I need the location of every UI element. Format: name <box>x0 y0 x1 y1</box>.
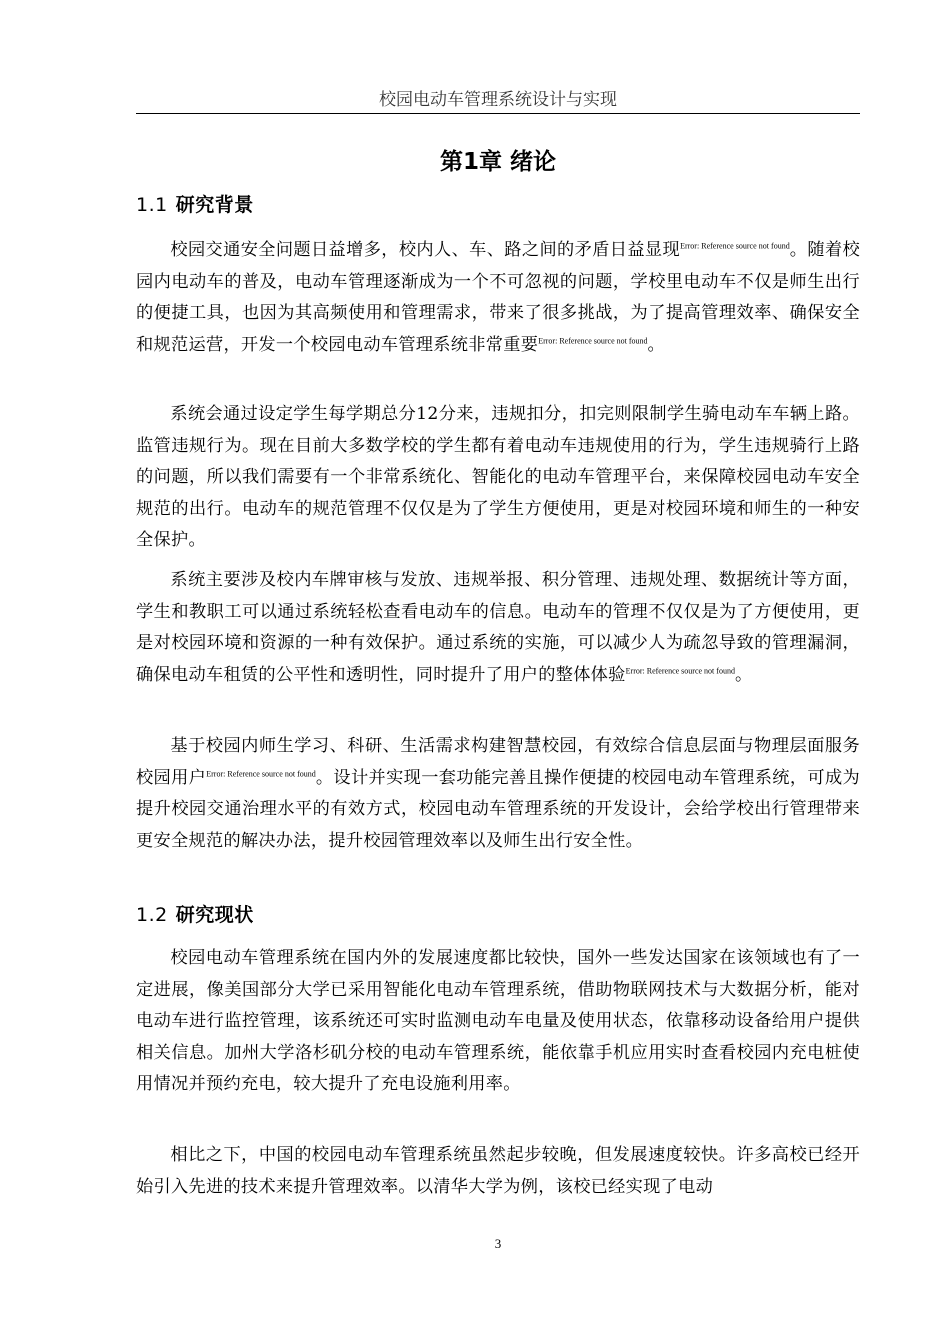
citation-error: Error: Reference source not found <box>538 336 648 346</box>
citation-error: Error: Reference source not found <box>206 768 316 778</box>
paragraph-text: 系统主要涉及校内车牌审核与发放、违规举报、积分管理、违规处理、数据统计等方面，学生和教职工可以通过系统轻松查看电动车的信息。电动车的管理不仅仅是为了方便使用，更是对校园环境和资源的一种有效保护。通过系统的实施，可以减少人为疏忽导致的管理漏洞，确保电动车租赁的公平性和透明性，同时提升了用户的整体体验 <box>136 570 860 685</box>
citation-error: Error: Reference source not found <box>680 241 790 251</box>
citation-error: Error: Reference source not found <box>625 666 735 676</box>
paragraph-text: 。设计并实现一套功能完善且操作便捷的校园电动车管理系统，可成为提升校园交通治理水平的有效方式，校园电动车管理系统的开发设计，会给学校出行管理带来更安全规范的解决办法，提升校园管理效率以及师生出行安全性。 <box>136 767 860 851</box>
chapter-title: 第1章 绪论 <box>439 149 556 175</box>
paragraph-text: 。 <box>647 334 666 355</box>
page-number: 3 <box>494 1236 502 1251</box>
section-title: 研究背景 <box>175 194 254 216</box>
paragraph-background-2: 系统会通过设定学生每学期总分12分来，违规扣分，扣完则限制学生骑电动车车辆上路。监管违规行为。现在目前大多数学校的学生都有着电动车违规使用的行为，学生违规骑行上路的问题，所以我们需要有一个非常系统化、智能化的电动车管理平台，来保障校园电动车安全规范的出行。电动车的规范管理不仅仅是为了学生方便使用，更是对校园环境和师生的一种安全保护。 <box>136 404 860 551</box>
paragraph-text: 。 <box>734 664 753 685</box>
paragraph-text: 基于校园内师生学习、科研、生活需求构建智慧校园，有效综合信息层面与物理层面服务校园用户 <box>136 736 860 788</box>
paragraph-text: 。随着校园内电动车的普及，电动车管理逐渐成为一个不可忽视的问题，学校里电动车不仅是师生出行的便捷工具，也因为其高频使用和管理需求，带来了很多挑战，为了提高管理效率、确保安全和规范运营，开发一个校园电动车管理系统非常重要 <box>136 240 861 355</box>
paragraph-background-4 <box>136 731 860 857</box>
running-header-title: 校园电动车管理系统设计与实现 <box>379 90 617 110</box>
section-title: 研究现状 <box>175 904 254 926</box>
paragraph-background-3 <box>136 565 860 691</box>
paragraph-background-1 <box>136 235 860 361</box>
section-heading-1-2 <box>136 900 254 930</box>
section-number: 1.1 <box>136 194 168 216</box>
section-heading-1-1 <box>136 190 254 220</box>
paragraph-status-1: 校园电动车管理系统在国内外的发展速度都比较快，国外一些发达国家在该领域也有了一定进展，像美国部分大学已采用智能化电动车管理系统，借助物联网技术与大数据分析，能对电动车进行监控管理，该系统还可实时监测电动车电量及使用状态，依靠移动设备给用户提供相关信息。加州大学洛杉矶分校的电动车管理系统，能依靠手机应用实时查看校园内充电桩使用情况并预约充电，较大提升了充电设施利用率。 <box>136 948 860 1095</box>
paragraph-status-2: 相比之下，中国的校园电动车管理系统虽然起步较晚，但发展速度较快。许多高校已经开始引入先进的技术来提升管理效率。以清华大学为例，该校已经实现了电动 <box>136 1145 860 1197</box>
section-number: 1.2 <box>136 904 168 926</box>
paragraph-text: 校园交通安全问题日益增多，校内人、车、路之间的矛盾日益显现 <box>170 240 681 260</box>
header-divider <box>136 113 860 114</box>
